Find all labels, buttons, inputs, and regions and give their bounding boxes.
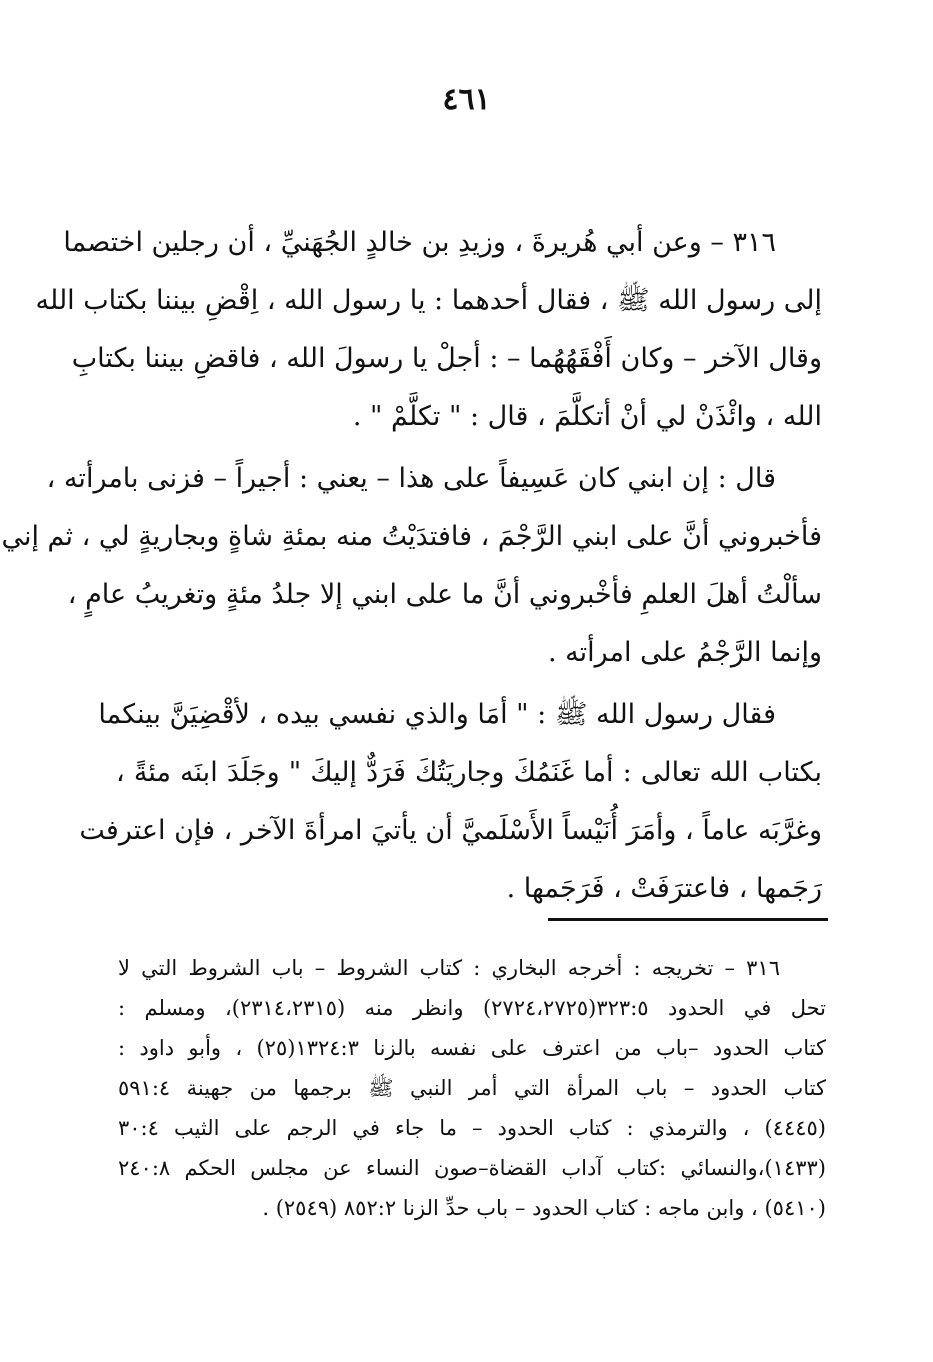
- footnote-line: تحل في الحدود ٣٢٣:٥(٢٧٢٤،٢٧٢٥) وانظر منه (٢٣١٤،٢٣١٥)، ومسلم :: [118, 996, 827, 1020]
- hadith-line: فأخبروني أنَّ على ابني الرَّجْمَ ، فافتدَيْتُ منه بمئةِ شاةٍ وبجاريةٍ لي ، ثم إني: [1, 521, 822, 552]
- footnote-separator: [548, 918, 828, 921]
- hadith-line: بكتاب الله تعالى : أما غَنَمُكَ وجاريَتُكَ فَرَدٌّ إليكَ " وجَلَدَ ابنَه مئةً ،: [116, 757, 822, 788]
- hadith-line: الله ، وائْذَنْ لي أنْ أتكلَّمَ ، قال : " تكلَّمْ " .: [352, 401, 822, 432]
- hadith-line: سألْتُ أهلَ العلمِ فأخْبروني أنَّ ما على ابني إلا جلدُ مئةٍ وتغريبُ عامٍ ،: [67, 579, 822, 610]
- page-number: ٤٦١: [442, 82, 491, 117]
- hadith-line: وغرَّبَه عاماً ، وأمَرَ أُنَيْساً الأَسْلَميَّ أن يأتيَ امرأةَ الآخر ، فإن اعترفت: [79, 815, 822, 846]
- hadith-line: قال : إن ابني كان عَسِيفاً على هذا – يعني : أجيراً – فزنى بامرأته ،: [46, 463, 776, 494]
- footnotes: [118, 948, 826, 1228]
- footnote-line: (٥٤١٠) ، وابن ماجه : كتاب الحدود – باب حدِّ الزنا ٨٥٢:٢ (٢٥٤٩) .: [262, 1196, 826, 1220]
- hadith-line: وقال الآخر – وكان أَفْقَهُهُما – : أجلْ يا رسولَ الله ، فاقضِ بيننا بكتابِ: [71, 343, 822, 374]
- hadith-text: [1, 214, 822, 918]
- hadith-line: رَجَمها ، فاعترَفَتْ ، فَرَجَمها .: [506, 873, 822, 904]
- footnote-line: ٣١٦ – تخريجه : أخرجه البخاري : كتاب الشروط – باب الشروط التي لا: [118, 956, 780, 980]
- footnote-line: كتاب الحدود –باب من اعترف على نفسه بالزنا ١٣٢٤:٣(٢٥) ، وأبو داود :: [118, 1036, 826, 1060]
- hadith-line: فقال رسول الله ﷺ : " أمَا والذي نفسي بيده ، لأقْضِيَنَّ بينكما: [98, 699, 776, 730]
- footnote-line: (١٤٣٣)،والنسائي :كتاب آداب القضاة–صون النساء عن مجلس الحكم ٢٤٠:٨: [118, 1156, 826, 1180]
- footnote-line: كتاب الحدود – باب المرأة التي أمر النبي ﷺ برجمها من جهينة ٥٩١:٤: [118, 1076, 826, 1100]
- hadith-line: ٣١٦ – وعن أبي هُريرةَ ، وزيدِ بن خالدٍ الجُهَنيِّ ، أن رجلين اختصما: [63, 227, 776, 258]
- hadith-line: وإنما الرَّجْمُ على امرأته .: [548, 637, 822, 668]
- footnote-line: (٤٤٤٥) ، والترمذي : كتاب الحدود – ما جاء في الرجم على الثيب ٣٠:٤: [118, 1116, 826, 1140]
- hadith-line: إلى رسول الله ﷺ ، فقال أحدهما : يا رسول الله ، اِقْضِ بيننا بكتاب الله: [35, 285, 822, 316]
